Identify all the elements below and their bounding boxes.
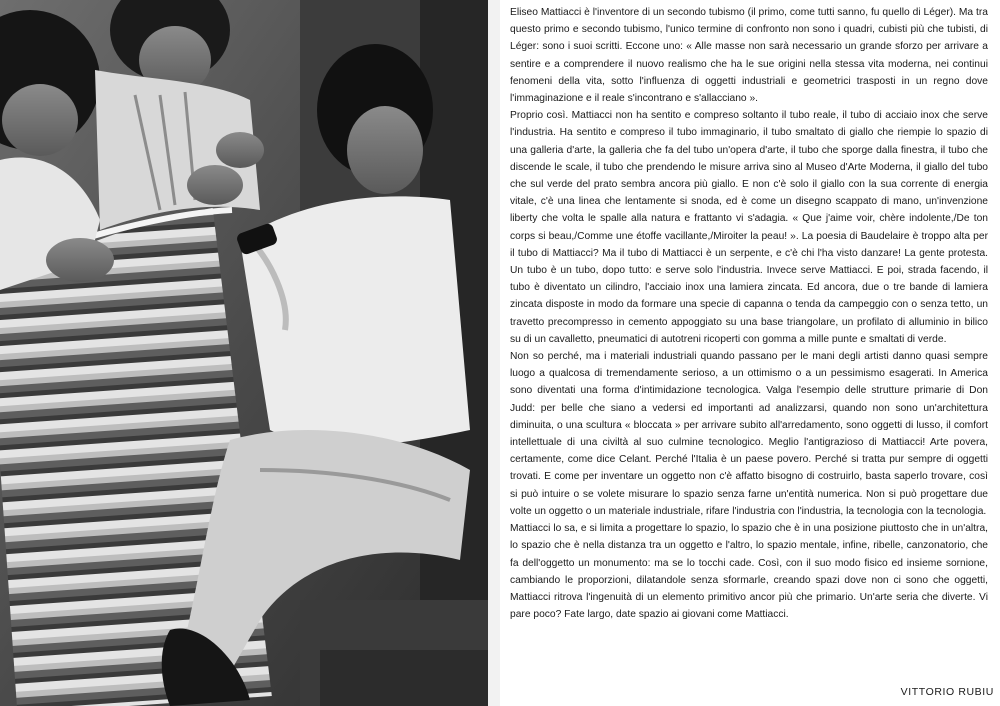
article-paragraph-3: Non so perché, ma i materiali industriali quando passano per le mani degli artisti danno quasi sempre luogo a qualcosa di tremendamente serioso, a un ottimismo o a un pessimismo esagerati. In America sono diventati una forma d'intimidazione tecnologica. Valga l'esempio delle strutture primarie di Don Judd: per belle che siano a vedersi ed importanti ad analizzarsi, quando non sono un'architettura diminuita, o una scultura « bloccata » per arrivare subito all'arredamento, sono oggetti di lusso, il comfort intellettuale di una civiltà al suo culmine tecnologico. Meglio l'antigrazioso di Mattiacci! Arte povera, certamente, come dice Celant. Perché l'Italia è un paese povero. Perché si tratta pur sempre di oggetti trovati. E come per inventare un oggetto non c'è affatto bisogno di costruirlo, basta saperlo trovare, così si può intuire o se volete misurare lo spazio senza farne un'entità numerica. Non si può progettare due volte un oggetto o un materiale industriale, rifare l'industria con l'industria, la tecnologia con la tecnologia. — [510, 351, 988, 517]
article-paragraph-4: Mattiacci lo sa, e si limita a progettare lo spazio, lo spazio che è in una posizione piuttosto che in un'altra, lo spazio che è nella distanza tra un oggetto e l'altro, lo spazio mentale, infine, ribelle, canzonatorio, che fa dell'oggetto un monumento: ma se lo tocchi cade. Così, con il suo modo fisico ed insieme sornione, cambiando le proporzioni, dilatandole senza sformarle, creando spazi dove non ci sono che oggetti, Mattiacci ritrova l'ingenuità di un elemento primitivo ancor più che primario. Un'arte seria che diverte. Vi pare poco? Fate largo, date spazio ai giovani come Mattiacci. — [510, 523, 988, 621]
author-byline: VITTORIO RUBIU — [900, 686, 994, 698]
article-paragraph-1: Eliseo Mattiacci è l'inventore di un secondo tubismo (il primo, come tutti sanno, fu quello di Léger). Ma tra questo primo e secondo tubismo, l'unico termine di confronto non sono i quadri, cubisti più che tubisti, di Léger: sono i suoi scritti. Eccone uno: « Alle masse non sarà necessario un grande sforzo per arrivare a sentire e a comprendere il nuovo realismo che ha le sue origini nella stessa vita moderna, nei continui fenomeni della vita, sotto l'influenza di oggetti industriali e geometrici trasposti in un regno dove l'immaginazione e il reale s'incontrano e s'allacciano ». — [510, 7, 988, 105]
article-body — [510, 4, 988, 704]
page-gutter — [488, 0, 500, 706]
photo-illustration — [0, 0, 488, 706]
article-paragraph-2: Proprio così. Mattiacci non ha sentito e compreso soltanto il tubo reale, il tubo di acciaio inox che serve l'industria. Ha sentito e compreso il tubo immaginario, il tubo smaltato di giallo che riempie lo spazio di una galleria d'arte, la galleria che fa del tubo un'opera d'arte, il tubo che sporge dalla finestra, il tubo che discende le scale, il tubo che prendendo le misure arriva sino al Museo d'Arte Moderna, il giallo del tubo che sul verde del prato sembra ancora più giallo. E non c'è solo il giallo con la sua corrente di energia vitale, c'è una linea che lentamente si snoda, ed è come un disegno scappato di mano, un'invenzione liberty che volta le spalle alla natura e frattanto vi s'adagia. « Que j'aime voir, chère indolente,/De ton corps si beau,/Comme une étoffe vacillante,/Miroiter la peau! ». La poesia di Baudelaire è troppo alta per il tubo di Mattiacci? Ma il tubo di Mattiacci è un serpente, e c'è chi l'ha visto danzare! La gente protesta. Un tubo è un tubo, dopo tutto: e serve solo l'industria. Invece serve Mattiacci. E poi, strada facendo, il tubo è diventato un cilindro, l'acciaio inox una lamiera zincata. Ed ancora, due o tre bande di lamiera zincata disposte in modo da formare una specie di capanna o tenda da campeggio con o senza tetto, un travetto precompresso in cemento appoggiato su una base triangolare, un profilato di alluminio in bilico su di un cavalletto, pneumatici di autotreni ricoperti con gomma a mille punte e smaltati di verde. — [510, 110, 988, 345]
photograph — [0, 0, 488, 706]
